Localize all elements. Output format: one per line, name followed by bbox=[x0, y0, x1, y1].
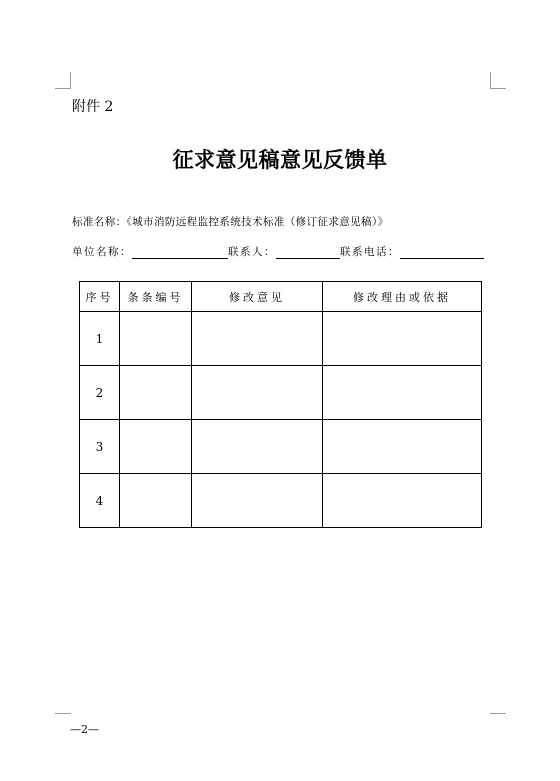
revision-reason-cell[interactable] bbox=[323, 312, 482, 366]
clause-number-cell[interactable] bbox=[120, 366, 192, 420]
feedback-table bbox=[79, 281, 482, 528]
unit-name-field[interactable] bbox=[132, 246, 228, 259]
page-number: —2— bbox=[70, 723, 99, 736]
standard-name-line: 标准名称：《城市消防远程监控系统技术标准（修订征求意见稿）》 bbox=[72, 216, 389, 228]
crop-mark-top-left-horizontal bbox=[55, 88, 71, 89]
page-title: 征求意见稿意见反馈单 bbox=[172, 147, 388, 172]
revision-opinion-cell[interactable] bbox=[192, 366, 323, 420]
table-row bbox=[80, 474, 482, 528]
crop-mark-top-left-vertical bbox=[70, 72, 71, 89]
contact-person-label: 联系人： bbox=[228, 246, 276, 258]
contact-phone-label: 联系电话： bbox=[340, 246, 400, 258]
unit-name-label: 单位名称： bbox=[72, 246, 132, 258]
table-row bbox=[80, 366, 482, 420]
crop-mark-bottom-left-horizontal bbox=[55, 713, 71, 714]
contact-phone-field[interactable] bbox=[400, 246, 484, 259]
crop-mark-top-right-horizontal bbox=[490, 88, 506, 89]
contact-person-field[interactable] bbox=[276, 246, 340, 259]
header-revision-reason: 修改理由或依据 bbox=[323, 282, 482, 312]
attachment-label: 附件 2 bbox=[72, 99, 114, 115]
clause-number-cell[interactable] bbox=[120, 474, 192, 528]
header-clause-number: 条条编号 bbox=[120, 282, 192, 312]
revision-opinion-cell[interactable] bbox=[192, 312, 323, 366]
table-row bbox=[80, 420, 482, 474]
revision-reason-cell[interactable] bbox=[323, 366, 482, 420]
table-header-row bbox=[80, 282, 482, 312]
revision-reason-cell[interactable] bbox=[323, 420, 482, 474]
header-serial-number: 序号 bbox=[80, 282, 120, 312]
serial-number-cell: 3 bbox=[80, 420, 120, 474]
revision-reason-cell[interactable] bbox=[323, 474, 482, 528]
table-row bbox=[80, 312, 482, 366]
crop-mark-top-right-vertical bbox=[490, 72, 491, 89]
contact-info-line bbox=[72, 243, 484, 259]
header-revision-opinion: 修改意见 bbox=[192, 282, 323, 312]
revision-opinion-cell[interactable] bbox=[192, 420, 323, 474]
serial-number-cell: 2 bbox=[80, 366, 120, 420]
clause-number-cell[interactable] bbox=[120, 420, 192, 474]
serial-number-cell: 1 bbox=[80, 312, 120, 366]
crop-mark-bottom-right-horizontal bbox=[490, 713, 506, 714]
clause-number-cell[interactable] bbox=[120, 312, 192, 366]
serial-number-cell: 4 bbox=[80, 474, 120, 528]
revision-opinion-cell[interactable] bbox=[192, 474, 323, 528]
